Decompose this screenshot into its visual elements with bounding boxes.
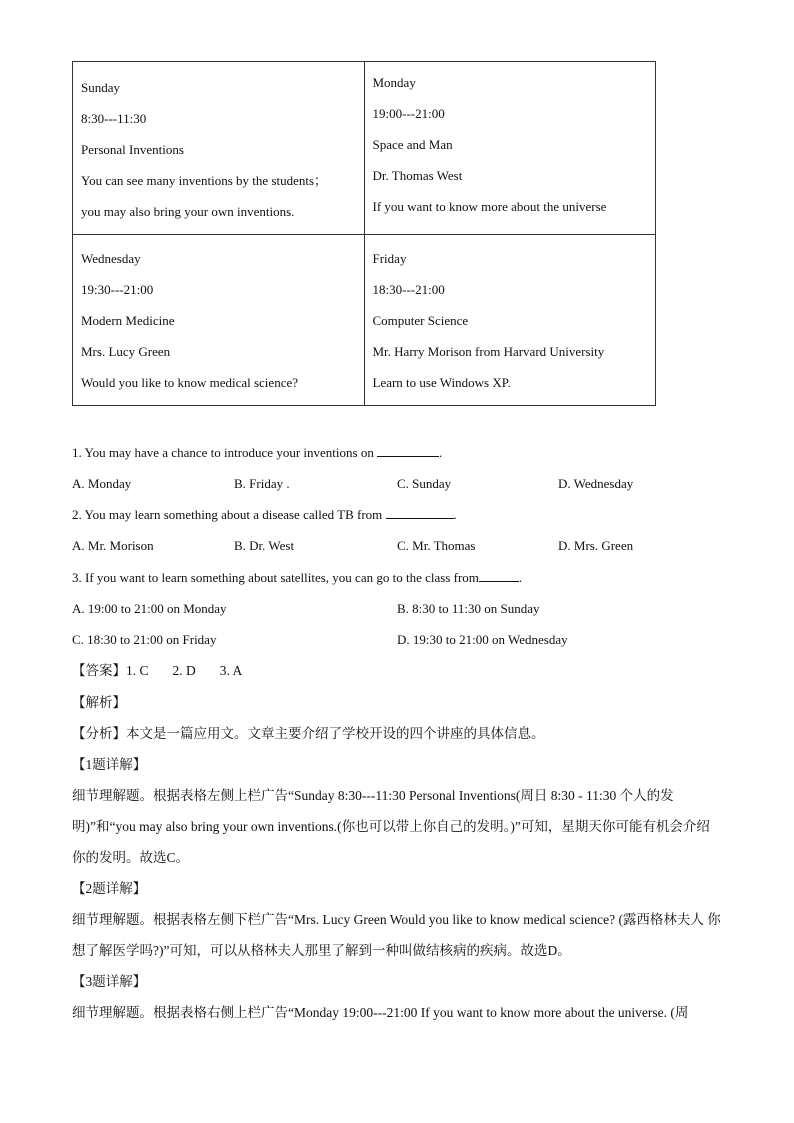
cell-day: Friday [372,251,407,267]
cell-topic: Modern Medicine [81,313,175,329]
schedule-cell-friday [364,235,656,406]
option-b: B. Dr. West [234,538,295,553]
option-a: A. Monday [72,476,132,491]
cell-speaker: Mr. Harry Morison from Harvard University [372,344,605,360]
detail-3-heading: 【3题详解】 [72,974,147,989]
cell-time: 19:30---21:00 [81,282,154,298]
question-1 [72,444,442,462]
cell-desc: If you want to know more about the universe [372,199,607,214]
detail-2-heading: 【2题详解】 [72,881,147,896]
cell-topic: Computer Science [372,313,469,329]
detail-3-body: 细节理解题。根据表格右侧上栏广告“Monday 19:00---21:00 If you want to know more about the universe. (周 [72,1005,689,1020]
analysis-summary: 【分析】本文是一篇应用文。文章主要介绍了学校开设的四个讲座的具体信息。 [72,726,545,741]
question-text: 1. You may have a chance to introduce your inventions on [72,445,374,460]
cell-topic: Space and Man [372,137,453,152]
answer-label: 【答案】 [72,663,126,678]
cell-time: 18:30---21:00 [372,282,445,298]
answer-blank [377,444,439,457]
question-end: . [439,445,443,460]
answer-item: 3. A [219,663,243,678]
cell-day: Wednesday [81,251,141,267]
option-c: C. 18:30 to 21:00 on Friday [72,632,217,647]
cell-day: Sunday [81,80,120,95]
cell-time: 8:30---11:30 [81,111,147,126]
detail-2-body: 细节理解题。根据表格左侧下栏广告“Mrs. Lucy Green Would you like to know medical science? (露西格林夫人 你想了解医学吗?)”可知，可以从格林夫人那里了解到一种叫做结核病的疾病。故选D。 [72,912,721,958]
option-d: D. 19:30 to 21:00 on Wednesday [397,632,568,647]
cell-time: 19:00---21:00 [372,106,445,121]
cell-speaker: Dr. Thomas West [372,168,463,183]
option-b: B. 8:30 to 11:30 on Sunday [397,601,540,616]
question-text: 3. If you want to learn something about satellites, you can go to the class from [72,570,479,585]
cell-desc: You can see many inventions by the students； [81,173,328,188]
cell-desc: you may also bring your own inventions. [81,204,295,219]
question-text: 2. You may learn something about a disease called TB from [72,507,383,522]
cell-day: Monday [372,75,416,90]
option-a: A. 19:00 to 21:00 on Monday [72,601,227,616]
answer-line [72,662,242,680]
answer-blank [479,569,519,582]
detail-1-heading: 【1题详解】 [72,757,147,772]
question-end: . [453,507,457,522]
option-b: B. Friday . [234,476,290,491]
option-c: C. Sunday [397,476,452,491]
cell-speaker: Mrs. Lucy Green [81,344,171,360]
answer-item: 1. C [126,663,149,678]
analysis-label: 【解析】 [72,695,126,710]
detail-1-body: 细节理解题。根据表格左侧上栏广告“Sunday 8:30---11:30 Personal Inventions(周日 8:30 - 11:30 个人的发明)”和“you may also bring your own inventions.(你也可以带上你自己的发明。)”可知，星期天你可能有机会介绍你的发明。故选C。 [72,788,710,865]
schedule-cell-monday [364,62,656,235]
answer-blank [386,506,454,519]
schedule-cell-wednesday [73,235,365,406]
answer-item: 2. D [172,663,196,678]
question-end: . [518,570,523,585]
option-a: A. Mr. Morison [72,538,154,553]
cell-topic: Personal Inventions [81,142,184,157]
option-d: D. Mrs. Green [558,538,634,553]
option-d: D. Wednesday [558,476,634,491]
schedule-cell-sunday [73,62,365,235]
cell-desc: Learn to use Windows XP. [372,375,511,391]
schedule-table [72,61,656,406]
option-c: C. Mr. Thomas [397,538,476,553]
cell-desc: Would you like to know medical science? [81,375,299,391]
question-3 [72,569,522,587]
question-2 [72,506,457,524]
